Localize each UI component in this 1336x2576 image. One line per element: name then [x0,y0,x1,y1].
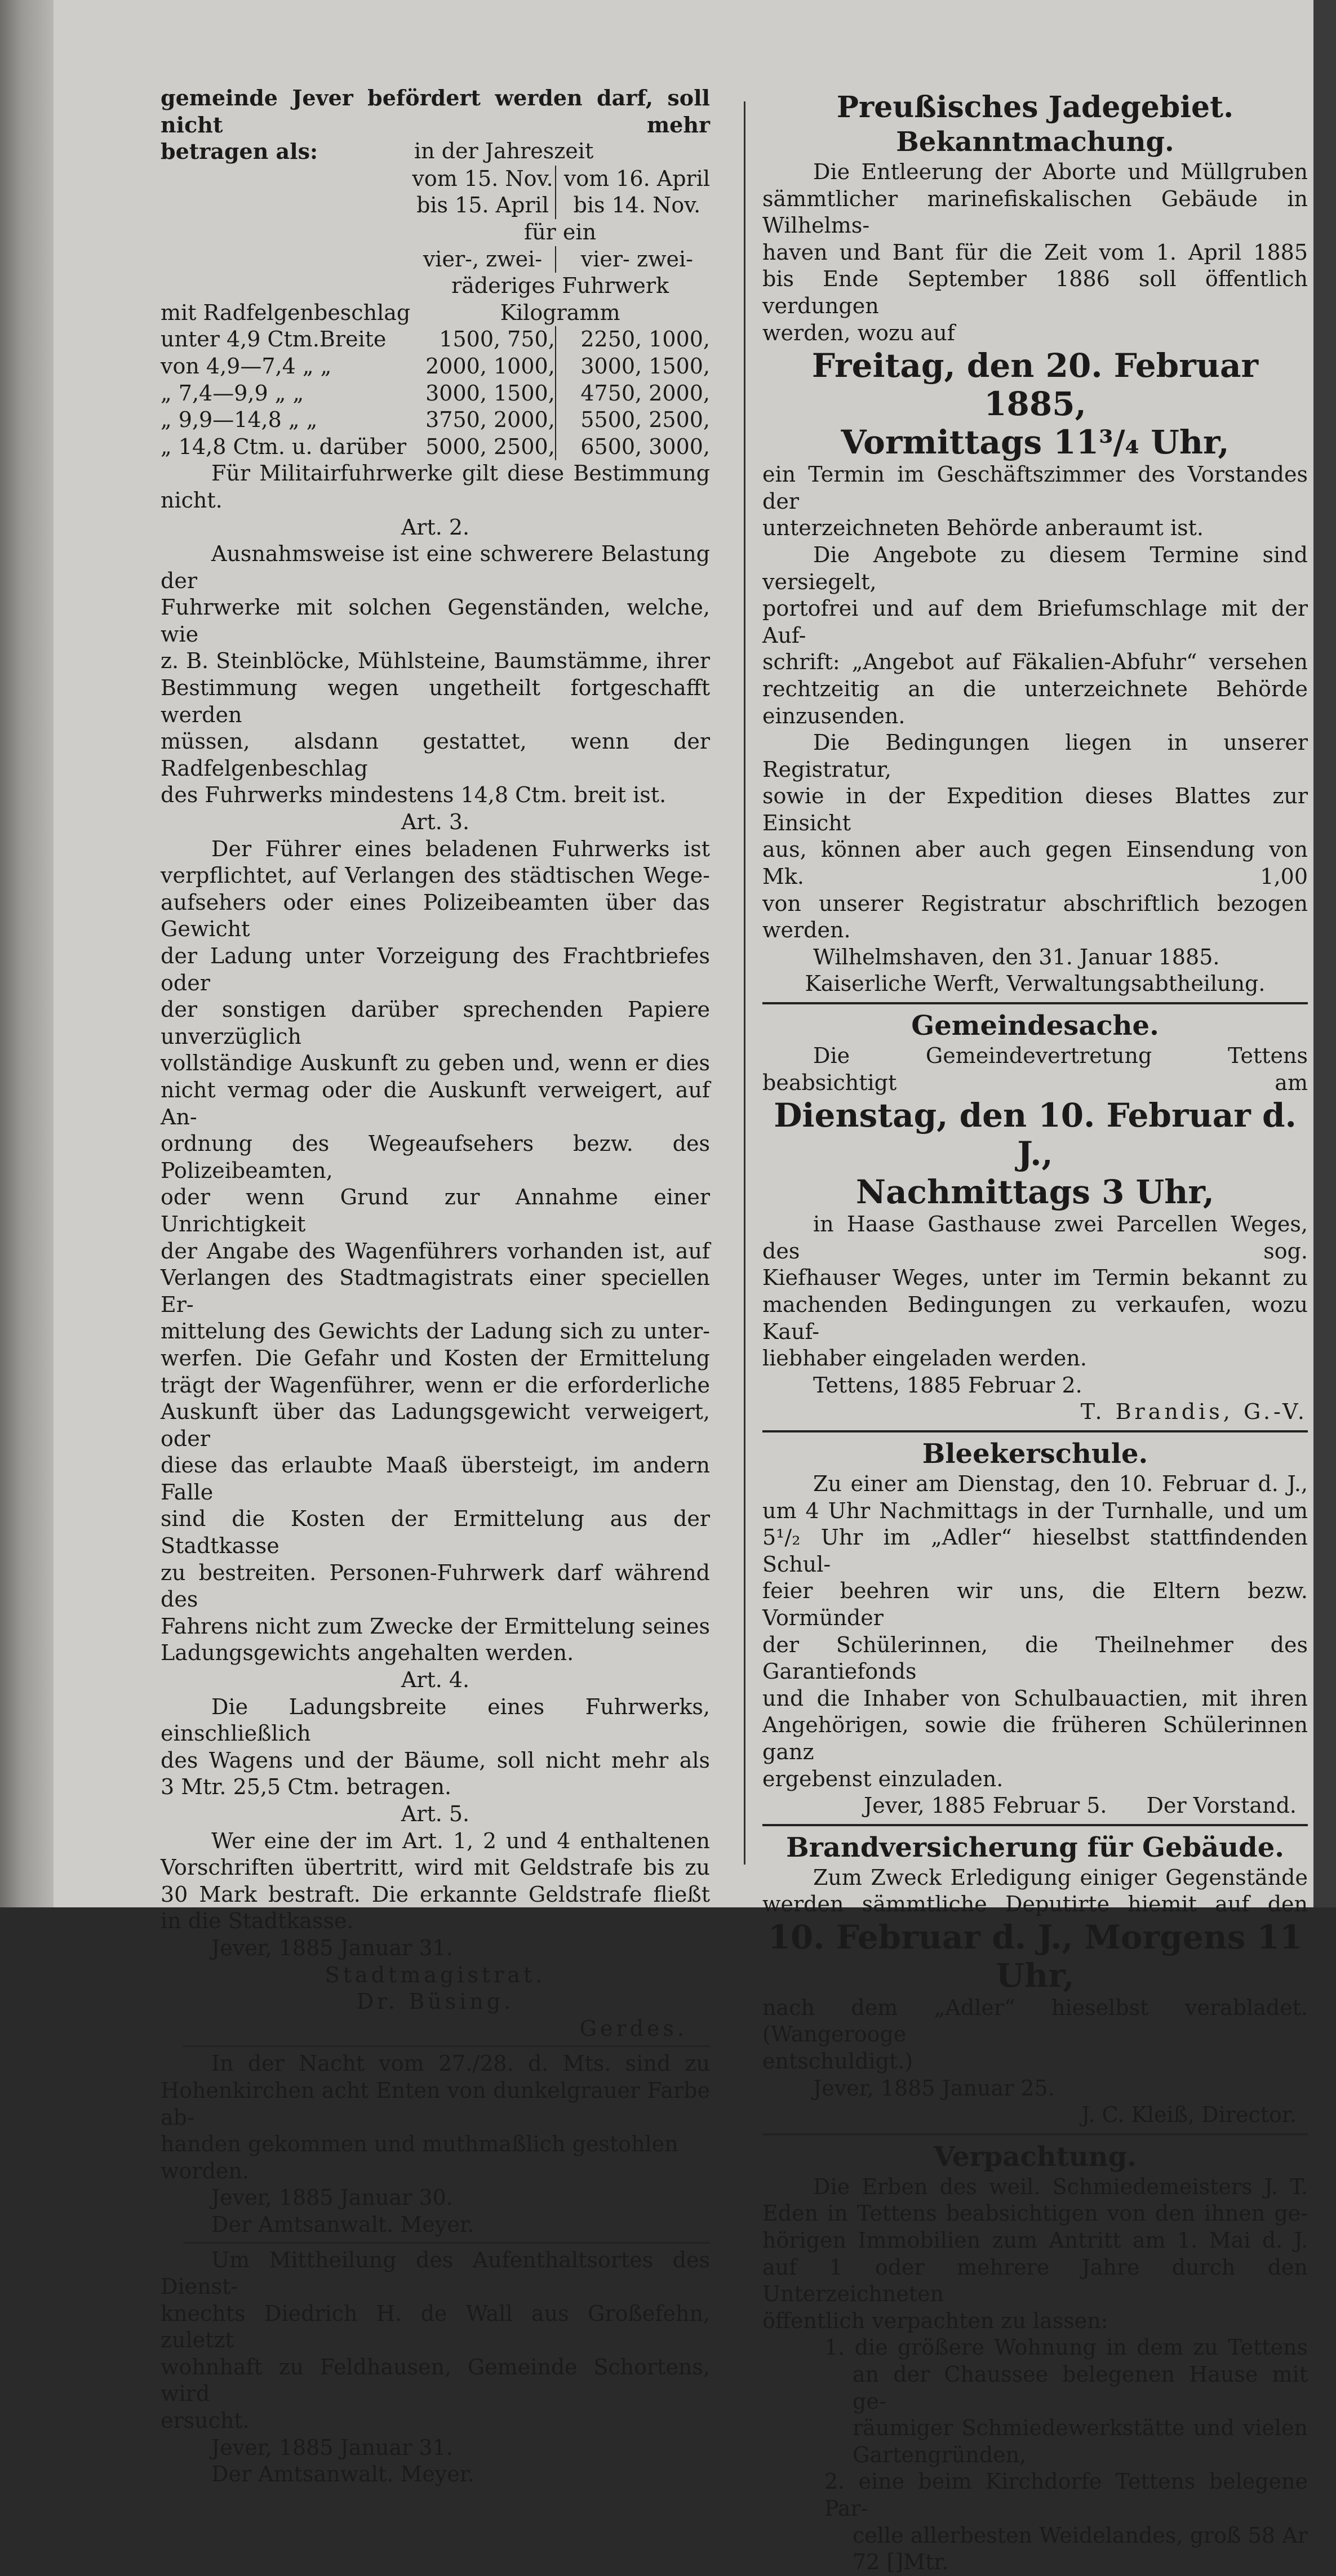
text-line: machenden Bedingungen zu verkaufen, wozu Kauf- [762,1292,1308,1344]
text-line: Die Ladungsbreite eines Fuhrwerks, einschließlich [161,1694,710,1746]
text-line: aufsehers oder eines Polizeibeamten über das Gewicht [161,889,710,942]
row-b: 5500, 2500, [556,407,710,434]
enten-notice [161,2050,710,2238]
row-b: 6500, 3000, [556,434,710,461]
row-b: 2250, 1000, [556,326,710,353]
text-line: 2. eine beim Kirchdorfe Tettens belegene Par- [824,2469,1308,2521]
text-line: Die Erben des weil. Schmiedemeisters J. T. [813,2174,1308,2199]
text-line: ersucht. [161,2408,250,2433]
list-item [762,2468,1308,2575]
mil-note: Für Militairfuhrwerke gilt diese Bestimmung [211,461,710,486]
text-line: Die Bedingungen liegen in unserer Registratur, [762,730,1308,782]
text-line: müssen, alsdann gestattet, wenn der Radfelgenbeschlag [161,729,710,781]
text-line: ergebenst einzuladen. [762,1766,1004,1791]
notice-title: Gemeindesache. [911,1010,1159,1042]
text-line: knechts Diedrich H. de Wall aus Großefehn, zuletzt [161,2301,710,2353]
text-line: Vorschriften übertritt, wird mit Geldstrafe bis zu [161,1855,710,1880]
date-display: Dienstag, den 10. Februar d. J., [774,1096,1297,1173]
aborte-notice [762,159,1308,998]
text-line: 30 Mark bestraft. Die erkannte Geldstrafe fließt [161,1881,710,1907]
text-line: Verlangen des Stadtmagistrats einer speciellen Er- [161,1265,710,1317]
section-rule [762,2133,1308,2135]
text-line: 5¹/₂ Uhr im „Adler“ hieselbst stattfindenden Schul- [762,1525,1308,1577]
date-line: Jever, 1885 Januar 31. [211,2435,453,2460]
table-row [161,407,710,434]
text-line: der Ladung unter Vorzeigung des Frachtbriefes oder [161,944,710,995]
text-line: der Angabe des Wagenführers vorhanden ist, auf [161,1238,710,1263]
art3-title: Art. 3. [401,809,470,835]
row-label: „ 14,8 Ctm. u. darüber [161,434,407,459]
bleekerschule-notice [762,1471,1308,1819]
text-line: nach dem „Adler“ hieselbst verabladet. (Wangerooge [762,1995,1308,2047]
text-line: Um Mittheilung des Aufenthaltsortes des Dienst- [161,2247,710,2299]
text-line: schrift: „Angebot auf Fäkalien-Abfuhr“ versehen [762,649,1308,675]
text-line: der Schülerinnen, die Theilnehmer des Garantiefonds [762,1632,1308,1684]
text-line: In der Nacht vom 27./28. d. Mts. sind zu [211,2051,710,2076]
table-row [161,434,710,461]
row-a: 2000, 1000, [425,353,555,379]
knecht-notice [161,2247,710,2488]
text-line: nicht vermag oder die Auskunft verweigert, auf An- [161,1077,710,1129]
text-line: Die Angebote zu diesem Termine sind versiegelt, [762,542,1308,594]
notice-title: Verpachtung. [934,2141,1137,2173]
text-line: Ausnahmsweise ist eine schwerere Belastung der [161,541,710,593]
row-label: „ 7,4—9,9 „ „ [161,380,304,406]
text-line: feier beehren wir uns, die Eltern bezw. Vormünder [762,1578,1308,1630]
text-line: 3 Mtr. 25,5 Ctm. betragen. [161,1774,452,1800]
season-col-1: vom 15. Nov. [412,166,553,191]
notice-title: Bleekerschule. [922,1438,1148,1470]
text-line: 72 []Mtr. [853,2550,949,2575]
row-label: unter 4,9 Ctm.Breite [161,327,387,352]
text-line: öffentlich verpachten zu lassen: [762,2308,1108,2333]
page-edge [1313,0,1336,1907]
text-line: werden, wozu auf [762,320,955,345]
text-line: ein Termin im Geschäftszimmer des Vorstandes der [762,462,1308,514]
text-line: vollständige Auskunft zu geben und, wenn er dies [161,1051,710,1076]
text-line: diese das erlaubte Maaß übersteigt, im andern Falle [161,1453,710,1505]
text-line: aus, können aber auch gegen Einsendung von Mk. 1,00 [762,837,1308,889]
brandversicherung-notice [762,1865,1308,2129]
text-line: um 4 Uhr Nachmittags in der Turnhalle, und um [762,1498,1308,1523]
text-line: Gartengründen, [853,2442,1027,2467]
notice-title: Preußisches Jadegebiet. [836,90,1234,124]
text-line: haven und Bant für die Zeit vom 1. April 1885 [762,239,1308,265]
signature: Der Amtsanwalt. Meyer. [211,2212,474,2237]
art5-body [161,1828,710,1935]
section-rule [762,1824,1308,1826]
text-line: verpflichtet, auf Verlangen des städtischen Wege- [161,863,710,888]
intro-line-2: betragen als: [161,139,318,164]
text-line: z. B. Steinblöcke, Mühlsteine, Baumstämme, ihrer [161,648,710,674]
date-display: Freitag, den 20. Februar 1885, [811,346,1259,424]
season-col-1b: bis 15. April [416,193,549,218]
row-b: 4750, 2000, [556,380,710,407]
date-line: Jever, 1885 Januar 30. [211,2185,453,2210]
text-line: und die Inhaber von Schulbauactien, mit ihren [762,1685,1308,1711]
date-line: Jever, 1885 Januar 31. [211,1935,453,1960]
text-line: Auskunft über das Ladungsgewicht verweigert, oder [161,1399,710,1451]
row-a: 5000, 2500, [425,434,555,459]
fuer-ein: für ein [524,219,597,244]
row-label: von 4,9—7,4 „ „ [161,353,332,379]
text-line: 1. die größere Wohnung in dem zu Tettens [824,2335,1308,2360]
text-line: zu bestreiten. Personen-Fuhrwerk darf während des [161,1560,710,1612]
intro-line [161,138,710,166]
text-line: der sonstigen darüber sprechenden Papiere unverzüglich [161,997,710,1049]
signature-gerdes: Gerdes. [579,2016,687,2041]
text-line: Angehörigen, sowie die früheren Schülerinnen ganz [762,1712,1308,1764]
weight-table [161,166,710,461]
row-header-left: mit Radfelgenbeschlag [161,300,411,325]
signature-buesing: Dr. Büsing. [356,1989,514,2014]
art4-title: Art. 4. [401,1667,470,1693]
signature-stadtmagistrat: Stadtmagistrat. [325,1962,546,1987]
right-column [762,90,1308,2576]
sign-row [762,1792,1308,1819]
row-a: 1500, 750, [439,327,555,352]
art2-title: Art. 2. [401,514,470,540]
text-line: an der Chaussee belegenen Hause mit ge- [853,2362,1308,2414]
verpachtung-notice [762,2174,1308,2576]
signature: Der Amtsanwalt. Meyer. [211,2462,474,2487]
text-line: trägt der Wagenführer, wenn er die erforderliche [161,1372,710,1398]
date-line: Tettens, 1885 Februar 2. [813,1372,1082,1398]
text-line: auf 1 oder mehrere Jahre durch den Unterzeichneten [762,2254,1308,2307]
text-line: Kiefhauser Weges, unter im Termin bekannt zu [762,1265,1308,1291]
text-line: werfen. Die Gefahr und Kosten der Ermittelung [161,1345,710,1371]
text-line: in die Stadtkasse. [161,1908,354,1934]
season-col-2b: bis 14. Nov. [556,192,710,219]
text-line: Ladungsgewichts angehalten werden. [161,1640,574,1666]
text-line: werden sämmtliche Deputirte hiemit auf den [762,1892,1308,1917]
signature: J. C. Kleiß, Director. [1081,2102,1297,2128]
text-line: ordnung des Wegeaufsehers bezw. des Polizeibeamten, [161,1131,710,1183]
text-line: liebhaber eingeladen werden. [762,1346,1087,1371]
signature: Kaiserliche Werft, Verwaltungsabtheilung. [805,971,1266,996]
row-label: „ 9,9—14,8 „ „ [161,407,318,433]
wheel-col-2: vier- zwei- [556,246,710,273]
text-line: Bestimmung wegen ungetheilt fortgeschafft werden [161,675,710,727]
text-line: oder wenn Grund zur Annahme einer Unrichtigkeit [161,1185,710,1236]
text-line: celle allerbesten Weidelandes, groß 58 Ar [853,2522,1308,2548]
list-item [762,2334,1308,2468]
text-line: Fuhrwerke mit solchen Gegenständen, welche, wie [161,595,710,647]
text-line: hörigen Immobilien zum Antritt am 1. Mai d. J. [762,2228,1308,2253]
text-line: mittelung des Gewichts der Ladung sich zu unter- [161,1319,710,1344]
table-row [161,353,710,380]
text-line: Zum Zweck Erledigung einiger Gegenstände [813,1865,1308,1890]
text-line: Fahrens nicht zum Zwecke der Ermittelung seines [161,1613,710,1639]
text-line: Wer eine der im Art. 1, 2 und 4 enthaltenen [211,1828,710,1853]
text-line: portofrei und auf dem Briefumschlage mit der Auf- [762,596,1308,648]
text-line: des Wagens und der Bäume, soll nicht mehr als [161,1747,710,1773]
signature: Der Vorstand. [1146,1793,1297,1818]
left-column [161,84,710,2488]
text-line: Zu einer am Dienstag, den 10. Februar d. J., [813,1471,1308,1496]
date-line: Wilhelmshaven, den 31. Januar 1885. [813,944,1220,969]
art2-body [161,541,710,809]
time-display: Nachmittags 3 Uhr, [856,1173,1214,1212]
text-line: Hohenkirchen acht Enten von dunkelgrauer Farbe ab- [161,2077,710,2130]
text-line: entschuldigt.) [762,2049,913,2074]
mil-note-end: nicht. [161,487,223,513]
section-rule [762,1002,1308,1004]
text-line: wohnhaft zu Feldhausen, Gemeinde Schortens, wird [161,2354,710,2406]
table-row [161,326,710,353]
text-line: Die Gemeindevertretung Tettens beabsichtigt am [762,1043,1308,1095]
text-line: des Fuhrwerks mindestens 14,8 Ctm. breit ist. [161,782,667,808]
gemeindesache-notice [762,1043,1308,1426]
notice-subtitle: Bekanntmachung. [896,126,1174,158]
season-col-2: vom 16. April [556,166,710,193]
column-divider [744,101,745,1865]
time-display: Vormittags 11³/₄ Uhr, [841,423,1230,462]
text-line: Die Entleerung der Aborte und Müllgruben [813,159,1308,184]
text-line: unterzeichneten Behörde anberaumt ist. [762,515,1204,541]
art4-body [161,1694,710,1801]
date-display: 10. Februar d. J., Morgens 11 Uhr, [767,1917,1303,1995]
text-line: rechtzeitig an die unterzeichnete Behörde einzusenden. [762,676,1308,728]
section-rule [762,1430,1308,1432]
text-line: handen gekommen und muthmaßlich gestohlen worden. [161,2132,678,2183]
section-rule [183,2045,710,2047]
raederiges: räderiges Fuhrwerk [451,273,669,299]
row-a: 3750, 2000, [425,407,555,433]
text-line: sind die Kosten der Ermittelung aus der Stadtkasse [161,1506,710,1559]
row-header-right: Kilogramm [500,300,620,325]
date-line: Jever, 1885 Januar 25. [813,2075,1055,2101]
text-line: räumiger Schmiedewerkstätte und vielen [853,2415,1308,2441]
text-line: sämmtlicher marinefiskalischen Gebäude in Wilhelms- [762,186,1308,238]
text-line: sowie in der Expedition dieses Blattes zur Einsicht [762,784,1308,835]
text-line: Eden in Tettens beabsichtigen von den ihnen ge- [762,2201,1308,2226]
date-line: Jever, 1885 Februar 5. [864,1793,1107,1818]
text-line: Der Führer eines beladenen Fuhrwerks ist [211,836,710,861]
text-line: von unserer Registratur abschriftlich bezogen werden. [762,891,1308,943]
intro-line: gemeinde Jever befördert werden darf, soll nicht mehr [161,85,710,137]
text-line: in Haase Gasthause zwei Parcellen Weges, des sog. [762,1212,1308,1263]
wheel-col-1: vier-, zwei- [423,246,543,272]
season-header: in der Jahreszeit [414,139,594,164]
section-rule [183,2242,710,2244]
art3-body [161,836,710,1667]
art5-title: Art. 5. [401,1801,470,1826]
text-line: bis Ende September 1886 soll öffentlich verdungen [762,266,1308,318]
notice-title: Brandversicherung für Gebäude. [786,1831,1284,1863]
signature: T. Brandis, G.-V. [1080,1399,1308,1425]
row-b: 3000, 1500, [556,353,710,380]
table-row [161,380,710,407]
book-spine [0,0,54,1907]
row-a: 3000, 1500, [425,380,555,406]
